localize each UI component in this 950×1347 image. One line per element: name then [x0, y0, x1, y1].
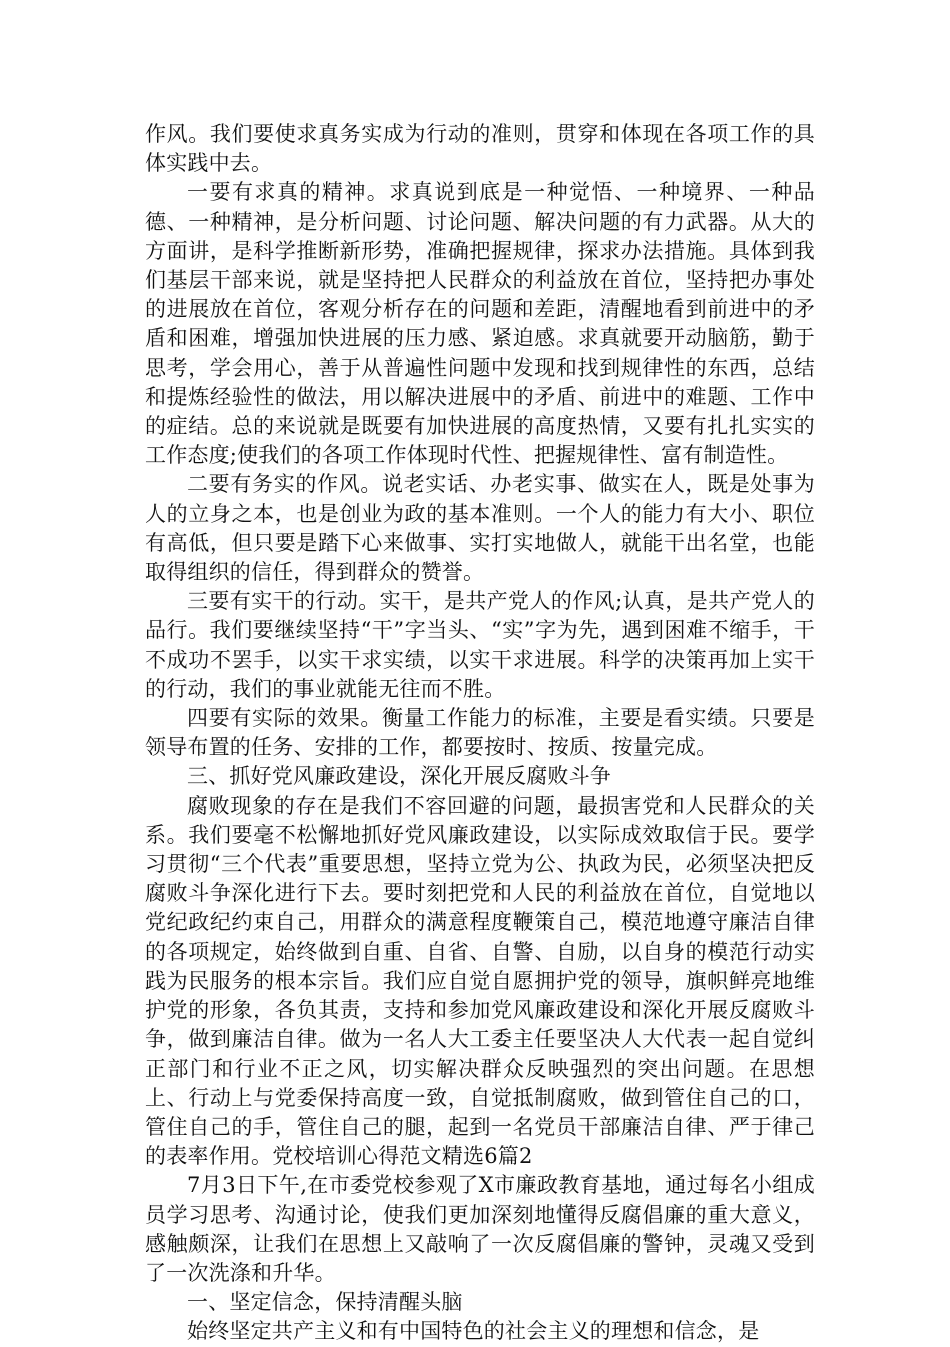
paragraph-5: 四要有实际的效果。衡量工作能力的标准，主要是看实绩。只要是领导布置的任务、安排的工作，都要按时、按质、按量完成。: [145, 706, 815, 760]
section-heading-1: 一、坚定信念，保持清醒头脑: [187, 1290, 463, 1315]
document-page: [145, 120, 815, 1347]
paragraph-7: 腐败现象的存在是我们不容回避的问题，最损害党和人民群众的关系。我们要毫不松懈地抓好党风廉政建设，以实际成效取信于民。要学习贯彻“三个代表”重要思想，坚持立党为公、执政为民，必须坚决把反腐败斗争深化进行下去。要时刻把党和人民的利益放在首位，自觉地以党纪政纪约束自己，用群众的满意程度鞭策自己，模范地遵守廉洁自律的各项规定，始终做到自重、自省、自警、自励，以自身的模范行动实践为民服务的根本宗旨。我们应自觉自愿拥护党的领导，旗帜鲜亮地维护党的形象，各负其责，支持和参加党风廉政建设和深化开展反腐败斗争，做到廉洁自律。做为一名人大工委主任要坚决人大代表一起自觉纠正部门和行业不正之风，切实解决群众反映强烈的突出问题。在思想上、行动上与党委保持高度一致，自觉抵制腐败，做到管住自己的口，管住自己的手，管住自己的腿，起到一名党员干部廉洁自律、严于律己的表率作用。党校培训心得范文精选6篇2: [145, 793, 815, 1169]
paragraph-10: 始终坚定共产主义和有中国特色的社会主义的理想和信念，是: [187, 1319, 760, 1344]
section-heading-3: 三、抓好党风廉政建设，深化开展反腐败斗争: [187, 764, 611, 789]
paragraph-4: 三要有实干的行动。实干，是共产党人的作风;认真，是共产党人的品行。我们要继续坚持“干”字当头、“实”字为先，遇到困难不缩手，干不成功不罢手，以实干求实绩，以实干求进展。科学的决策再加上实干的行动，我们的事业就能无往而不胜。: [145, 589, 815, 701]
paragraph-1: 作风。我们要使求真务实成为行动的准则，贯穿和体现在各项工作的具体实践中去。: [145, 122, 815, 176]
paragraph-8: 7月3日下午,在市委党校参观了X市廉政教育基地，通过每名小组成员学习思考、沟通讨论，使我们更加深刻地懂得反腐倡廉的重大意义，感触颇深，让我们在思想上又敲响了一次反腐倡廉的警钟，灵魂又受到了一次洗涤和升华。: [145, 1173, 815, 1285]
paragraph-3: 二要有务实的作风。说老实话、办老实事、做实在人，既是处事为人的立身之本，也是创业为政的基本准则。一个人的能力有大小、职位有高低，但只要是踏下心来做事、实打实地做人，就能干出名堂，也能取得组织的信任，得到群众的赞誉。: [145, 472, 815, 585]
paragraph-2: 一要有求真的精神。求真说到底是一种觉悟、一种境界、一种品德、一种精神，是分析问题、讨论问题、解决问题的有力武器。从大的方面讲，是科学推断新形势，准确把握规律，探求办法措施。具体到我们基层干部来说，就是坚持把人民群众的利益放在首位，坚持把办事处的进展放在首位，客观分析存在的问题和差距，清醒地看到前进中的矛盾和困难，增强加快进展的压力感、紧迫感。求真就要开动脑筋，勤于思考，学会用心，善于从普遍性问题中发现和找到规律性的东西，总结和提炼经验性的做法，用以解决进展中的矛盾、前进中的难题、工作中的症结。总的来说就是既要有加快进展的高度热情，又要有扎扎实实的工作态度;使我们的各项工作体现时代性、把握规律性、富有制造性。: [145, 180, 815, 468]
